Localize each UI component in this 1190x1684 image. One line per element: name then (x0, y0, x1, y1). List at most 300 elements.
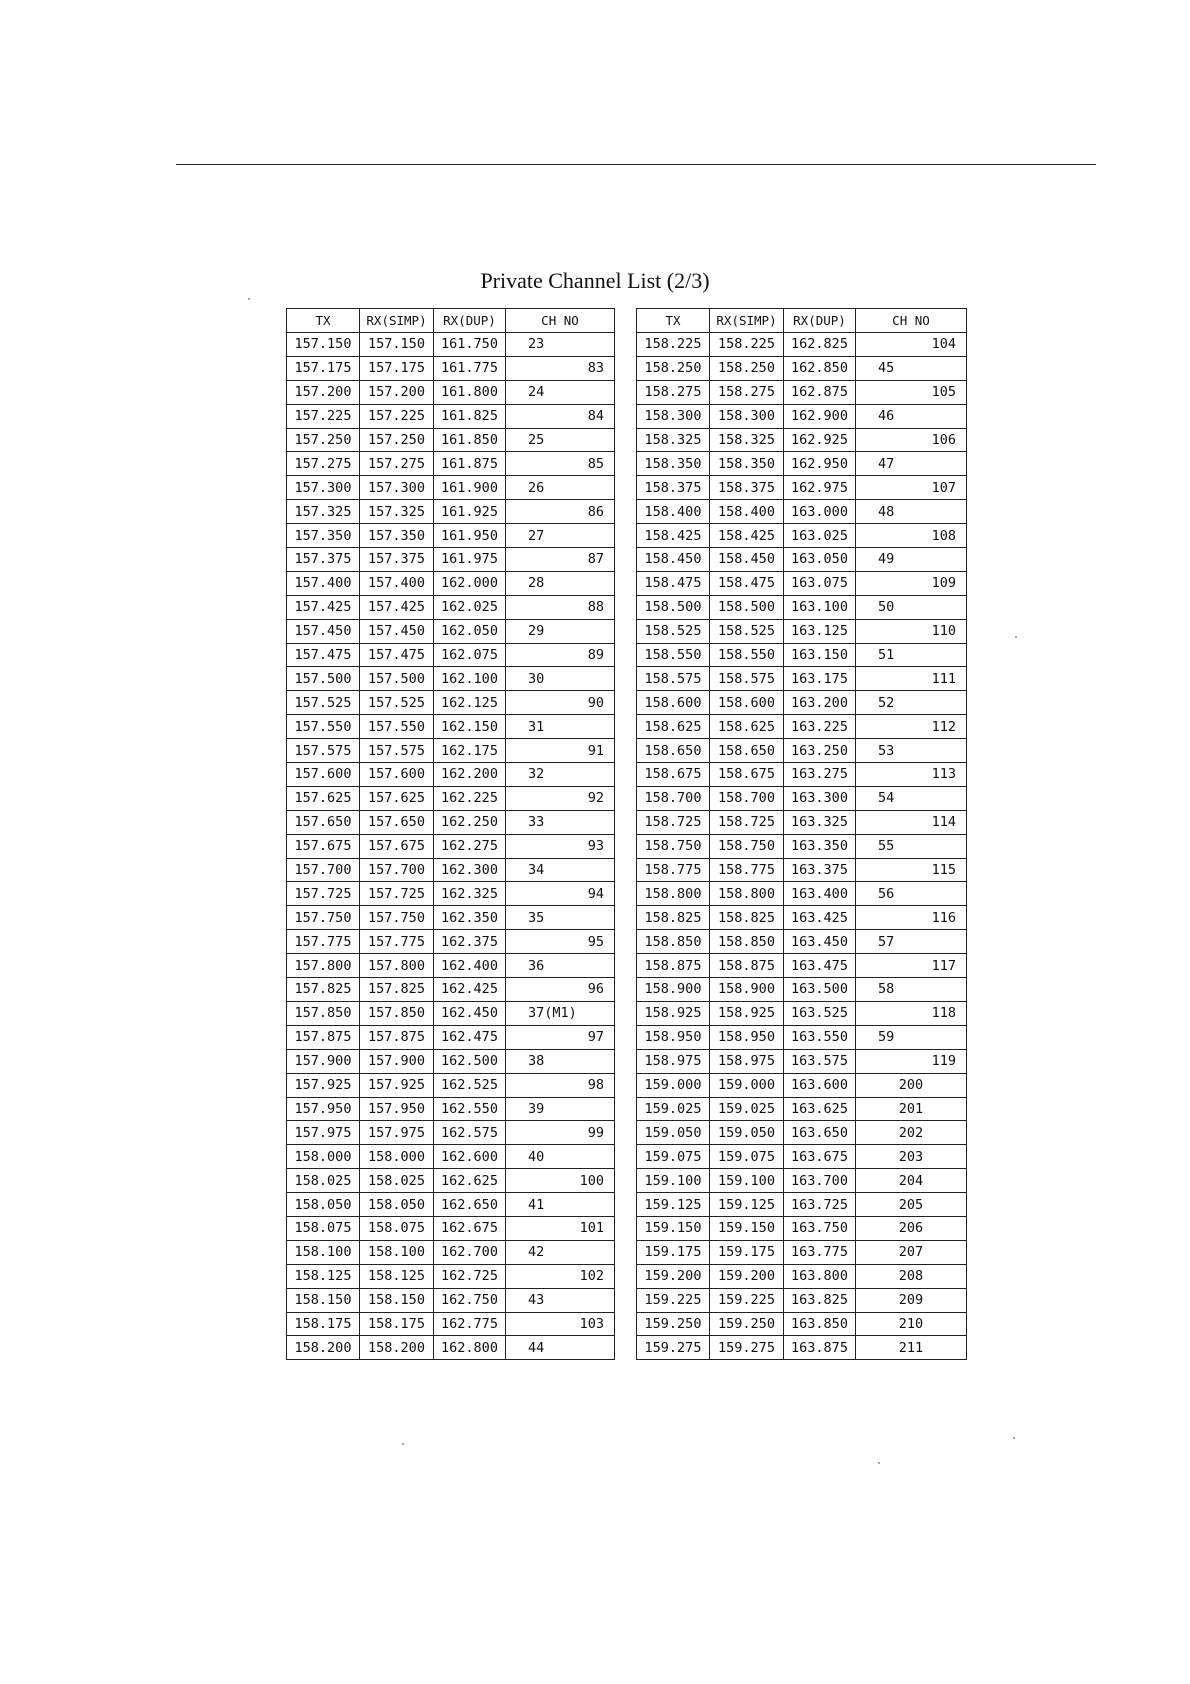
rx-simp-cell: 158.600 (710, 691, 784, 715)
header-tx: TX (287, 309, 360, 333)
rx-dup-cell: 162.400 (434, 954, 506, 978)
ch-no-cell: 88 (506, 595, 615, 619)
rx-dup-cell: 163.000 (784, 500, 856, 524)
rx-simp-cell: 157.900 (360, 1049, 434, 1073)
rx-simp-cell: 158.700 (710, 786, 784, 810)
table-row (287, 500, 615, 524)
table-row (287, 1049, 615, 1073)
table-row (287, 906, 615, 930)
rx-dup-cell: 163.550 (784, 1025, 856, 1049)
table-row (637, 1193, 967, 1217)
ch-no-cell: 38 (506, 1049, 615, 1073)
rx-simp-cell: 157.650 (360, 810, 434, 834)
ch-no-cell: 101 (506, 1216, 615, 1240)
tx-cell: 157.750 (287, 906, 360, 930)
ch-no-cell: 43 (506, 1288, 615, 1312)
tx-cell: 159.150 (637, 1216, 710, 1240)
tx-cell: 157.475 (287, 643, 360, 667)
ch-no-cell: 28 (506, 571, 615, 595)
header-rx-dup: RX(DUP) (434, 309, 506, 333)
table-row (287, 643, 615, 667)
tx-cell: 158.750 (637, 834, 710, 858)
ch-no-cell: 93 (506, 834, 615, 858)
rx-simp-cell: 157.950 (360, 1097, 434, 1121)
tx-cell: 158.250 (637, 356, 710, 380)
rx-dup-cell: 162.150 (434, 715, 506, 739)
scan-speck (1013, 1437, 1015, 1439)
rx-dup-cell: 162.125 (434, 691, 506, 715)
rx-dup-cell: 163.275 (784, 763, 856, 787)
rx-simp-cell: 157.175 (360, 356, 434, 380)
rx-dup-cell: 163.300 (784, 786, 856, 810)
tx-cell: 158.600 (637, 691, 710, 715)
rx-simp-cell: 159.200 (710, 1264, 784, 1288)
ch-no-cell: 109 (856, 571, 967, 595)
ch-no-cell: 48 (856, 500, 967, 524)
tx-cell: 158.800 (637, 882, 710, 906)
ch-no-cell: 112 (856, 715, 967, 739)
rx-dup-cell: 162.250 (434, 810, 506, 834)
ch-no-cell: 92 (506, 786, 615, 810)
table-row (637, 571, 967, 595)
rx-dup-cell: 162.075 (434, 643, 506, 667)
ch-no-cell: 86 (506, 500, 615, 524)
rx-dup-cell: 162.900 (784, 404, 856, 428)
ch-no-cell: 31 (506, 715, 615, 739)
table-row (287, 930, 615, 954)
table-row (637, 1001, 967, 1025)
rx-dup-cell: 163.250 (784, 739, 856, 763)
rx-dup-cell: 162.775 (434, 1312, 506, 1336)
rx-simp-cell: 158.300 (710, 404, 784, 428)
table-row (287, 1169, 615, 1193)
header-row (287, 309, 615, 333)
tx-cell: 159.000 (637, 1073, 710, 1097)
rx-simp-cell: 158.800 (710, 882, 784, 906)
rx-dup-cell: 162.425 (434, 978, 506, 1002)
rx-dup-cell: 162.825 (784, 333, 856, 357)
rx-simp-cell: 157.675 (360, 834, 434, 858)
rx-simp-cell: 157.775 (360, 930, 434, 954)
rx-dup-cell: 162.100 (434, 667, 506, 691)
table-row (287, 739, 615, 763)
rx-simp-cell: 159.175 (710, 1240, 784, 1264)
rx-simp-cell: 158.350 (710, 452, 784, 476)
table-row (637, 786, 967, 810)
rx-simp-cell: 158.950 (710, 1025, 784, 1049)
ch-no-cell: 108 (856, 524, 967, 548)
table-row (287, 1312, 615, 1336)
ch-no-cell: 27 (506, 524, 615, 548)
scan-speck (1015, 636, 1017, 638)
rx-simp-cell: 157.500 (360, 667, 434, 691)
ch-no-cell: 29 (506, 619, 615, 643)
tx-cell: 157.350 (287, 524, 360, 548)
table-row (637, 1169, 967, 1193)
tx-cell: 158.300 (637, 404, 710, 428)
rx-simp-cell: 157.250 (360, 428, 434, 452)
ch-no-cell: 99 (506, 1121, 615, 1145)
tx-cell: 158.350 (637, 452, 710, 476)
rx-dup-cell: 162.725 (434, 1264, 506, 1288)
tx-cell: 159.225 (637, 1288, 710, 1312)
rx-dup-cell: 162.500 (434, 1049, 506, 1073)
tx-cell: 157.675 (287, 834, 360, 858)
rx-simp-cell: 158.650 (710, 739, 784, 763)
ch-no-cell: 110 (856, 619, 967, 643)
rx-dup-cell: 162.175 (434, 739, 506, 763)
tx-cell: 158.050 (287, 1193, 360, 1217)
header-tx: TX (637, 309, 710, 333)
rx-simp-cell: 158.975 (710, 1049, 784, 1073)
table-row (637, 476, 967, 500)
header-ch-no: CH NO (506, 309, 615, 333)
tx-cell: 157.975 (287, 1121, 360, 1145)
table-row (637, 834, 967, 858)
tx-cell: 159.200 (637, 1264, 710, 1288)
tx-cell: 158.525 (637, 619, 710, 643)
table-row (287, 428, 615, 452)
ch-no-cell: 104 (856, 333, 967, 357)
table-row (287, 404, 615, 428)
tx-cell: 157.925 (287, 1073, 360, 1097)
table-row (287, 667, 615, 691)
ch-no-cell: 56 (856, 882, 967, 906)
rx-simp-cell: 158.175 (360, 1312, 434, 1336)
table-row (637, 595, 967, 619)
tx-cell: 157.825 (287, 978, 360, 1002)
tx-cell: 158.425 (637, 524, 710, 548)
tx-cell: 158.950 (637, 1025, 710, 1049)
rx-simp-cell: 158.275 (710, 380, 784, 404)
rx-simp-cell: 158.550 (710, 643, 784, 667)
table-row (287, 1025, 615, 1049)
rx-dup-cell: 163.825 (784, 1288, 856, 1312)
tx-cell: 158.825 (637, 906, 710, 930)
rx-simp-cell: 158.050 (360, 1193, 434, 1217)
ch-no-cell: 96 (506, 978, 615, 1002)
tx-cell: 158.875 (637, 954, 710, 978)
table-row (287, 810, 615, 834)
ch-no-cell: 118 (856, 1001, 967, 1025)
table-row (637, 930, 967, 954)
ch-no-cell: 42 (506, 1240, 615, 1264)
rx-dup-cell: 163.575 (784, 1049, 856, 1073)
scan-speck (402, 1443, 404, 1445)
tx-cell: 158.025 (287, 1169, 360, 1193)
rx-dup-cell: 162.550 (434, 1097, 506, 1121)
ch-no-cell: 209 (856, 1288, 967, 1312)
rx-dup-cell: 162.375 (434, 930, 506, 954)
table-row (637, 524, 967, 548)
table-row (287, 452, 615, 476)
table-row (287, 571, 615, 595)
ch-no-cell: 55 (856, 834, 967, 858)
rx-dup-cell: 162.675 (434, 1216, 506, 1240)
table-row (637, 1025, 967, 1049)
rx-dup-cell: 163.125 (784, 619, 856, 643)
table-row (637, 978, 967, 1002)
ch-no-cell: 119 (856, 1049, 967, 1073)
ch-no-cell: 94 (506, 882, 615, 906)
tx-cell: 159.125 (637, 1193, 710, 1217)
rx-simp-cell: 158.200 (360, 1336, 434, 1360)
table-row (637, 1121, 967, 1145)
rx-simp-cell: 157.700 (360, 858, 434, 882)
rx-dup-cell: 161.925 (434, 500, 506, 524)
rx-simp-cell: 157.300 (360, 476, 434, 500)
ch-no-cell: 89 (506, 643, 615, 667)
ch-no-cell: 91 (506, 739, 615, 763)
tx-cell: 158.900 (637, 978, 710, 1002)
rx-simp-cell: 157.725 (360, 882, 434, 906)
tx-cell: 157.325 (287, 500, 360, 524)
ch-no-cell: 207 (856, 1240, 967, 1264)
tx-cell: 157.175 (287, 356, 360, 380)
rx-dup-cell: 162.950 (784, 452, 856, 476)
rx-dup-cell: 162.650 (434, 1193, 506, 1217)
table-row (287, 1145, 615, 1169)
ch-no-cell: 46 (856, 404, 967, 428)
ch-no-cell: 41 (506, 1193, 615, 1217)
rx-dup-cell: 162.325 (434, 882, 506, 906)
rx-simp-cell: 158.475 (710, 571, 784, 595)
table-row (637, 906, 967, 930)
tx-cell: 157.600 (287, 763, 360, 787)
tx-cell: 158.850 (637, 930, 710, 954)
rx-dup-cell: 161.850 (434, 428, 506, 452)
ch-no-cell: 200 (856, 1073, 967, 1097)
tx-cell: 157.425 (287, 595, 360, 619)
rx-dup-cell: 163.750 (784, 1216, 856, 1240)
rx-simp-cell: 158.575 (710, 667, 784, 691)
rx-simp-cell: 159.050 (710, 1121, 784, 1145)
ch-no-cell: 23 (506, 333, 615, 357)
tx-cell: 158.675 (637, 763, 710, 787)
rx-simp-cell: 159.275 (710, 1336, 784, 1360)
table-row (287, 1121, 615, 1145)
rx-simp-cell: 157.375 (360, 548, 434, 572)
rx-simp-cell: 157.525 (360, 691, 434, 715)
ch-no-cell: 206 (856, 1216, 967, 1240)
table-row (637, 356, 967, 380)
ch-no-cell: 40 (506, 1145, 615, 1169)
rx-simp-cell: 157.925 (360, 1073, 434, 1097)
rx-simp-cell: 158.825 (710, 906, 784, 930)
rx-dup-cell: 161.950 (434, 524, 506, 548)
rx-dup-cell: 161.750 (434, 333, 506, 357)
rx-dup-cell: 163.200 (784, 691, 856, 715)
table-row (637, 858, 967, 882)
rx-dup-cell: 162.050 (434, 619, 506, 643)
tx-cell: 158.500 (637, 595, 710, 619)
rx-simp-cell: 158.325 (710, 428, 784, 452)
rx-dup-cell: 163.875 (784, 1336, 856, 1360)
table-row (287, 1193, 615, 1217)
rx-simp-cell: 159.150 (710, 1216, 784, 1240)
rx-simp-cell: 158.525 (710, 619, 784, 643)
rx-dup-cell: 162.300 (434, 858, 506, 882)
ch-no-cell: 102 (506, 1264, 615, 1288)
rx-simp-cell: 158.725 (710, 810, 784, 834)
table-row (287, 978, 615, 1002)
table-row (287, 954, 615, 978)
table-row (287, 1001, 615, 1025)
table-row (637, 500, 967, 524)
rx-dup-cell: 163.050 (784, 548, 856, 572)
ch-no-cell: 35 (506, 906, 615, 930)
rx-dup-cell: 163.350 (784, 834, 856, 858)
ch-no-cell: 87 (506, 548, 615, 572)
rx-dup-cell: 163.800 (784, 1264, 856, 1288)
rx-simp-cell: 159.000 (710, 1073, 784, 1097)
table-row (637, 810, 967, 834)
rx-dup-cell: 163.450 (784, 930, 856, 954)
rx-simp-cell: 157.600 (360, 763, 434, 787)
rx-simp-cell: 157.575 (360, 739, 434, 763)
tx-cell: 157.150 (287, 333, 360, 357)
ch-no-cell: 205 (856, 1193, 967, 1217)
rx-simp-cell: 157.625 (360, 786, 434, 810)
rx-dup-cell: 162.575 (434, 1121, 506, 1145)
tx-cell: 158.225 (637, 333, 710, 357)
ch-no-cell: 103 (506, 1312, 615, 1336)
table-row (287, 763, 615, 787)
rx-dup-cell: 161.775 (434, 356, 506, 380)
rx-dup-cell: 163.175 (784, 667, 856, 691)
channel-table-left (286, 308, 615, 1360)
rx-simp-cell: 158.250 (710, 356, 784, 380)
table-row (287, 595, 615, 619)
rx-dup-cell: 163.675 (784, 1145, 856, 1169)
ch-no-cell: 203 (856, 1145, 967, 1169)
table-row (637, 1097, 967, 1121)
tx-cell: 157.775 (287, 930, 360, 954)
tx-cell: 157.550 (287, 715, 360, 739)
ch-no-cell: 54 (856, 786, 967, 810)
tx-cell: 158.700 (637, 786, 710, 810)
rx-dup-cell: 163.100 (784, 595, 856, 619)
rx-dup-cell: 162.350 (434, 906, 506, 930)
table-row (637, 404, 967, 428)
rx-simp-cell: 158.625 (710, 715, 784, 739)
ch-no-cell: 97 (506, 1025, 615, 1049)
rx-dup-cell: 163.400 (784, 882, 856, 906)
rx-simp-cell: 158.500 (710, 595, 784, 619)
rx-simp-cell: 159.225 (710, 1288, 784, 1312)
rx-dup-cell: 163.650 (784, 1121, 856, 1145)
rx-simp-cell: 158.450 (710, 548, 784, 572)
ch-no-cell: 47 (856, 452, 967, 476)
rx-simp-cell: 157.200 (360, 380, 434, 404)
rx-simp-cell: 157.225 (360, 404, 434, 428)
table-row (287, 691, 615, 715)
table-row (287, 1240, 615, 1264)
tx-cell: 157.950 (287, 1097, 360, 1121)
tx-cell: 159.025 (637, 1097, 710, 1121)
table-row (637, 1264, 967, 1288)
table-row (637, 452, 967, 476)
rx-dup-cell: 162.450 (434, 1001, 506, 1025)
table-row (287, 333, 615, 357)
ch-no-cell: 105 (856, 380, 967, 404)
rx-dup-cell: 163.075 (784, 571, 856, 595)
tx-cell: 158.200 (287, 1336, 360, 1360)
table-row (287, 834, 615, 858)
tx-cell: 157.500 (287, 667, 360, 691)
tx-cell: 158.575 (637, 667, 710, 691)
rx-dup-cell: 162.925 (784, 428, 856, 452)
ch-no-cell: 30 (506, 667, 615, 691)
table-row (637, 715, 967, 739)
header-rx-simp: RX(SIMP) (710, 309, 784, 333)
ch-no-cell: 107 (856, 476, 967, 500)
rx-dup-cell: 162.225 (434, 786, 506, 810)
ch-no-cell: 84 (506, 404, 615, 428)
rx-simp-cell: 158.900 (710, 978, 784, 1002)
tx-cell: 158.625 (637, 715, 710, 739)
table-row (637, 1312, 967, 1336)
rx-dup-cell: 161.825 (434, 404, 506, 428)
ch-no-cell: 24 (506, 380, 615, 404)
ch-no-cell: 45 (856, 356, 967, 380)
tx-cell: 159.100 (637, 1169, 710, 1193)
ch-no-cell: 50 (856, 595, 967, 619)
ch-no-cell: 208 (856, 1264, 967, 1288)
rx-simp-cell: 157.450 (360, 619, 434, 643)
ch-no-cell: 114 (856, 810, 967, 834)
rx-simp-cell: 158.775 (710, 858, 784, 882)
page-title: Private Channel List (2/3) (480, 268, 710, 293)
tx-cell: 159.075 (637, 1145, 710, 1169)
rx-dup-cell: 162.700 (434, 1240, 506, 1264)
rx-simp-cell: 159.100 (710, 1169, 784, 1193)
tx-cell: 158.550 (637, 643, 710, 667)
rx-simp-cell: 158.225 (710, 333, 784, 357)
rx-dup-cell: 163.850 (784, 1312, 856, 1336)
table-row (637, 643, 967, 667)
tx-cell: 159.050 (637, 1121, 710, 1145)
rx-dup-cell: 162.025 (434, 595, 506, 619)
ch-no-cell: 25 (506, 428, 615, 452)
table-row (287, 1073, 615, 1097)
ch-no-cell: 58 (856, 978, 967, 1002)
rx-simp-cell: 157.850 (360, 1001, 434, 1025)
rx-dup-cell: 163.425 (784, 906, 856, 930)
header-rx-simp: RX(SIMP) (360, 309, 434, 333)
table-row (637, 1049, 967, 1073)
ch-no-cell: 33 (506, 810, 615, 834)
table-row (637, 954, 967, 978)
top-rule (176, 164, 1096, 165)
ch-no-cell: 53 (856, 739, 967, 763)
ch-no-cell: 201 (856, 1097, 967, 1121)
table-row (637, 1216, 967, 1240)
ch-no-cell: 90 (506, 691, 615, 715)
rx-dup-cell: 163.775 (784, 1240, 856, 1264)
rx-simp-cell: 158.125 (360, 1264, 434, 1288)
table-row (287, 1264, 615, 1288)
table-row (637, 380, 967, 404)
rx-simp-cell: 158.925 (710, 1001, 784, 1025)
rx-simp-cell: 159.250 (710, 1312, 784, 1336)
ch-no-cell: 210 (856, 1312, 967, 1336)
tx-cell: 158.925 (637, 1001, 710, 1025)
rx-simp-cell: 158.400 (710, 500, 784, 524)
tx-cell: 158.775 (637, 858, 710, 882)
table-row (287, 619, 615, 643)
ch-no-cell: 52 (856, 691, 967, 715)
